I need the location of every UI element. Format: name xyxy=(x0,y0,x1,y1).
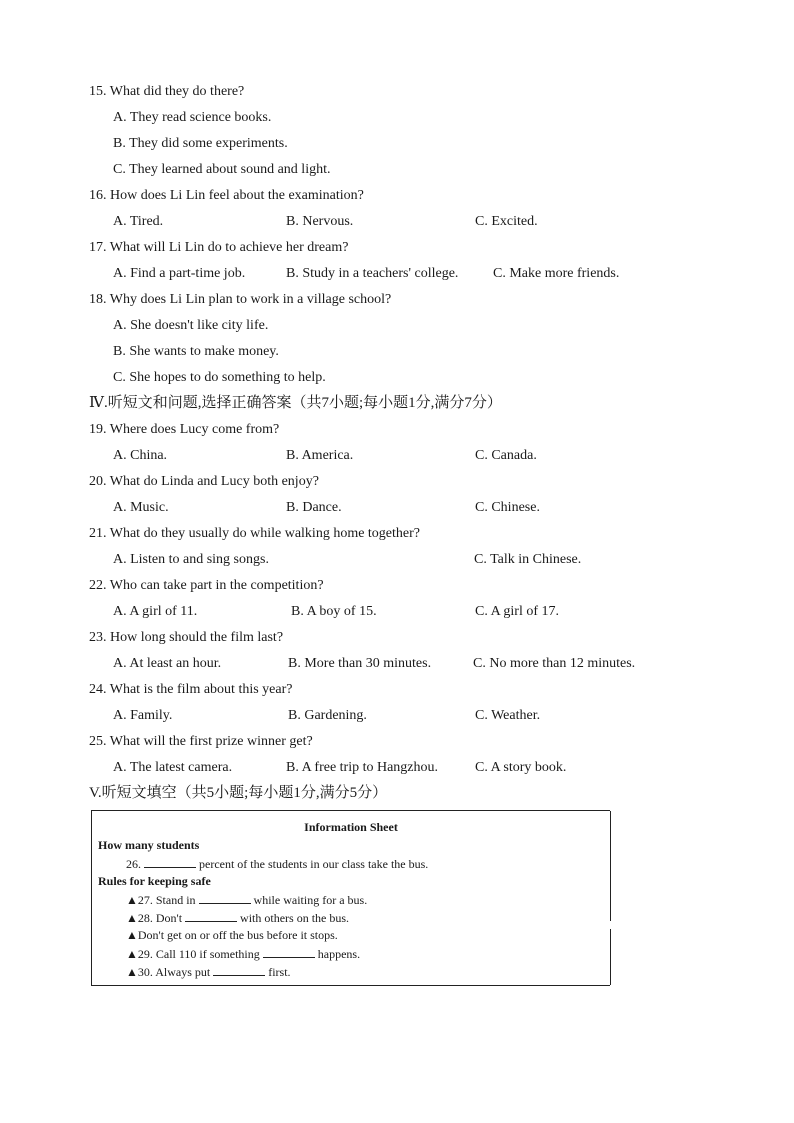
option-17b: B. Study in a teachers' college. xyxy=(286,266,459,281)
option-20a: A. Music. xyxy=(113,500,169,515)
sheet-q29 xyxy=(126,946,360,962)
sheet-title: Information Sheet xyxy=(304,820,398,834)
sheet-border-right xyxy=(610,811,611,921)
blank-27[interactable] xyxy=(199,892,251,904)
question-16: 16. How does Li Lin feel about the examination? xyxy=(89,188,364,203)
option-20c: C. Chinese. xyxy=(475,500,540,515)
option-24c: C. Weather. xyxy=(475,708,541,723)
section-5-heading: V.听短文填空（共5小题;每小题1分,满分5分） xyxy=(89,785,388,801)
q26-number: 26. xyxy=(126,857,141,871)
option-18a: A. She doesn't like city life. xyxy=(113,318,269,333)
option-22c: C. A girl of 17. xyxy=(475,604,560,619)
blank-30[interactable] xyxy=(213,964,265,976)
question-17: 17. What will Li Lin do to achieve her dream? xyxy=(89,240,349,255)
blank-26[interactable] xyxy=(144,856,196,868)
q30-number: ▲30. Always put xyxy=(126,965,211,979)
question-19: 19. Where does Lucy come from? xyxy=(89,422,280,437)
q30-text: first. xyxy=(268,965,291,979)
option-20b: B. Dance. xyxy=(286,500,342,515)
option-15c: C. They learned about sound and light. xyxy=(113,162,331,177)
question-18: 18. Why does Li Lin plan to work in a village school? xyxy=(89,292,392,307)
option-19a: A. China. xyxy=(113,448,168,463)
option-15a: A. They read science books. xyxy=(113,110,272,125)
sheet-heading-students: How many students xyxy=(98,838,200,852)
option-18c: C. She hopes to do something to help. xyxy=(113,370,326,385)
sheet-heading-rules: Rules for keeping safe xyxy=(98,874,211,888)
option-15b: B. They did some experiments. xyxy=(113,136,288,151)
question-23: 23. How long should the film last? xyxy=(89,630,284,645)
option-18b: B. She wants to make money. xyxy=(113,344,279,359)
q27-number: ▲27. Stand in xyxy=(126,893,196,907)
option-22b: B. A boy of 15. xyxy=(291,604,377,619)
sheet-q28 xyxy=(126,910,349,926)
question-25: 25. What will the first prize winner get? xyxy=(89,734,313,749)
option-24a: A. Family. xyxy=(113,708,173,723)
blank-28[interactable] xyxy=(185,910,237,922)
blank-29[interactable] xyxy=(263,946,315,958)
option-16b: B. Nervous. xyxy=(286,214,354,229)
option-23b: B. More than 30 minutes. xyxy=(288,656,432,671)
option-19c: C. Canada. xyxy=(475,448,537,463)
sheet-q26 xyxy=(126,856,428,872)
option-23a: A. At least an hour. xyxy=(113,656,222,671)
option-21a: A. Listen to and sing songs. xyxy=(113,552,269,567)
section-4-heading: Ⅳ.听短文和问题,选择正确答案（共7小题;每小题1分,满分7分） xyxy=(89,395,502,411)
option-25b: B. A free trip to Hangzhou. xyxy=(286,760,439,775)
option-24b: B. Gardening. xyxy=(288,708,367,723)
q27-text: while waiting for a bus. xyxy=(253,893,368,907)
option-17a: A. Find a part-time job. xyxy=(113,266,246,281)
sheet-rule: ▲Don't get on or off the bus before it stops. xyxy=(126,928,338,942)
option-23c: C. No more than 12 minutes. xyxy=(473,656,636,671)
sheet-border-right-lower xyxy=(610,929,611,985)
question-15: 15. What did they do there? xyxy=(89,84,245,99)
question-24: 24. What is the film about this year? xyxy=(89,682,293,697)
q28-text: with others on the bus. xyxy=(240,911,350,925)
q28-number: ▲28. Don't xyxy=(126,911,183,925)
option-25a: A. The latest camera. xyxy=(113,760,233,775)
option-22a: A. A girl of 11. xyxy=(113,604,198,619)
q29-text: happens. xyxy=(317,947,361,961)
sheet-q30 xyxy=(126,964,291,980)
option-16c: C. Excited. xyxy=(475,214,538,229)
option-19b: B. America. xyxy=(286,448,354,463)
question-21: 21. What do they usually do while walking home together? xyxy=(89,526,421,541)
option-21c: C. Talk in Chinese. xyxy=(474,552,582,567)
information-sheet xyxy=(91,810,610,986)
question-22: 22. Who can take part in the competition? xyxy=(89,578,324,593)
option-17c: C. Make more friends. xyxy=(493,266,620,281)
option-16a: A. Tired. xyxy=(113,214,164,229)
q29-number: ▲29. Call 110 if something xyxy=(126,947,260,961)
q26-text: percent of the students in our class take the bus. xyxy=(199,857,429,871)
question-20: 20. What do Linda and Lucy both enjoy? xyxy=(89,474,319,489)
sheet-q27 xyxy=(126,892,367,908)
option-25c: C. A story book. xyxy=(475,760,567,775)
